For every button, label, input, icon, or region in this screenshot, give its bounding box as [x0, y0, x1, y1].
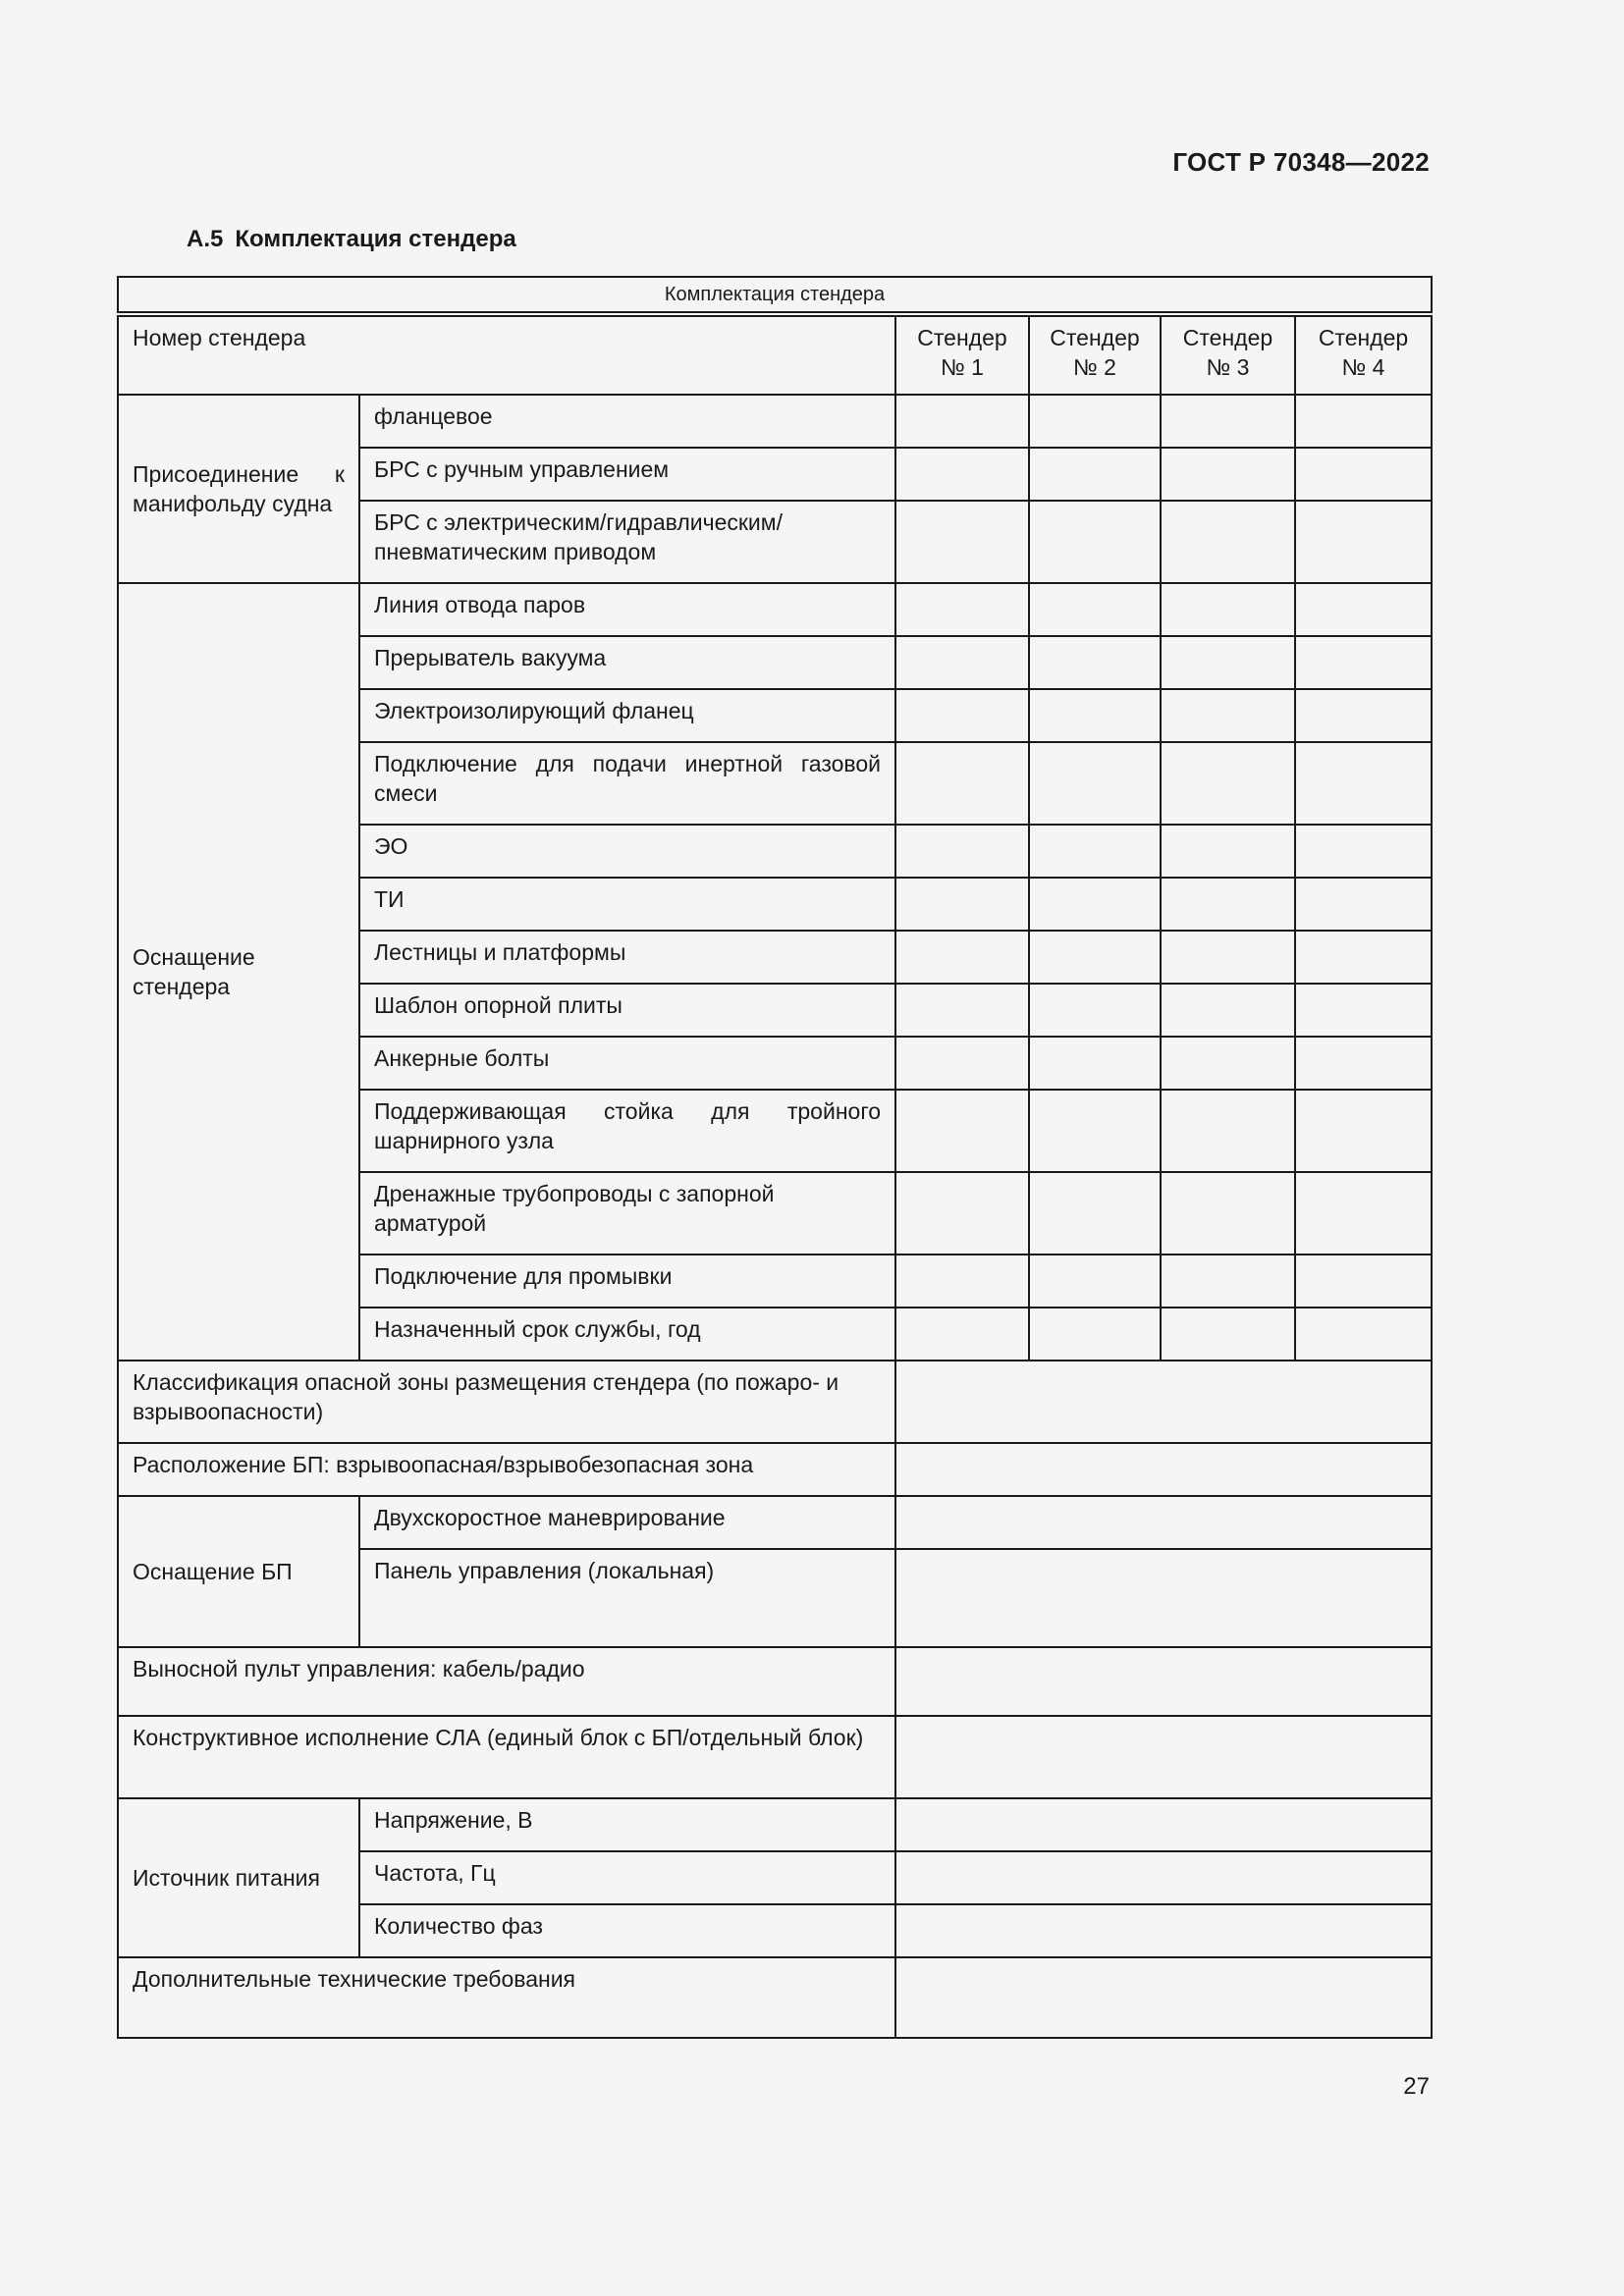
cell-stender-4[interactable]: [1295, 1090, 1432, 1172]
section-number: А.5: [187, 226, 224, 252]
cell-stender-3[interactable]: [1161, 689, 1295, 742]
cell-value[interactable]: [895, 1957, 1432, 2038]
cell-stender-1[interactable]: [895, 395, 1029, 448]
cell-stender-2[interactable]: [1029, 1255, 1161, 1308]
row-label: ЭО: [359, 825, 895, 878]
cell-stender-1[interactable]: [895, 1172, 1029, 1255]
cell-stender-4[interactable]: [1295, 878, 1432, 931]
row-label: Подключение для промывки: [359, 1255, 895, 1308]
row-label: Частота, Гц: [359, 1851, 895, 1904]
section-title: [187, 226, 516, 253]
cell-stender-3[interactable]: [1161, 825, 1295, 878]
row-label: Дренажные трубопроводы с запорной арматурой: [359, 1172, 895, 1255]
cell-stender-2[interactable]: [1029, 984, 1161, 1037]
cell-stender-4[interactable]: [1295, 501, 1432, 583]
table-row: [118, 1716, 1432, 1798]
cell-stender-1[interactable]: [895, 689, 1029, 742]
cell-stender-2[interactable]: [1029, 825, 1161, 878]
cell-value[interactable]: [895, 1904, 1432, 1957]
cell-stender-1[interactable]: [895, 1037, 1029, 1090]
cell-stender-2[interactable]: [1029, 448, 1161, 501]
group-label-equipment: Оснащение стендера: [118, 583, 359, 1361]
row-label: Электроизолирующий фланец: [359, 689, 895, 742]
table-caption-row: [118, 277, 1432, 314]
cell-stender-3[interactable]: [1161, 931, 1295, 984]
cell-stender-1[interactable]: [895, 931, 1029, 984]
cell-stender-1[interactable]: [895, 1090, 1029, 1172]
cell-stender-4[interactable]: [1295, 742, 1432, 825]
cell-stender-3[interactable]: [1161, 1037, 1295, 1090]
cell-stender-4[interactable]: [1295, 1308, 1432, 1361]
cell-stender-4[interactable]: [1295, 395, 1432, 448]
table-row: [118, 1443, 1432, 1496]
cell-stender-4[interactable]: [1295, 931, 1432, 984]
row-label: ТИ: [359, 878, 895, 931]
cell-stender-3[interactable]: [1161, 583, 1295, 636]
group-label-connection: Присоединение к манифольду судна: [118, 395, 359, 583]
page-number: 27: [1403, 2073, 1430, 2100]
cell-stender-4[interactable]: [1295, 448, 1432, 501]
cell-stender-3[interactable]: [1161, 501, 1295, 583]
cell-value[interactable]: [895, 1851, 1432, 1904]
cell-stender-3[interactable]: [1161, 1090, 1295, 1172]
row-label-additional: Дополнительные технические требования: [118, 1957, 895, 2038]
row-label-bp-location: Расположение БП: взрывоопасная/взрывобезопасная зона: [118, 1443, 895, 1496]
cell-stender-1[interactable]: [895, 984, 1029, 1037]
cell-stender-2[interactable]: [1029, 636, 1161, 689]
group-label-bp-equipment: Оснащение БП: [118, 1496, 359, 1647]
cell-value[interactable]: [895, 1798, 1432, 1851]
cell-stender-3[interactable]: [1161, 448, 1295, 501]
row-label: Назначенный срок службы, год: [359, 1308, 895, 1361]
row-label-hazard-zone: Классификация опасной зоны размещения стендера (по пожаро- и взрывоопасности): [118, 1361, 895, 1443]
cell-stender-1[interactable]: [895, 636, 1029, 689]
cell-stender-1[interactable]: [895, 583, 1029, 636]
table-row: [118, 395, 1432, 448]
cell-stender-1[interactable]: [895, 448, 1029, 501]
row-label-sla-design: Конструктивное исполнение СЛА (единый блок с БП/отдельный блок): [118, 1716, 895, 1798]
row-label: БРС с ручным управлением: [359, 448, 895, 501]
table-row: [118, 1361, 1432, 1443]
cell-stender-4[interactable]: [1295, 1255, 1432, 1308]
row-label: Линия отвода паров: [359, 583, 895, 636]
row-label: Подключение для подачи инертной газовой смеси: [359, 742, 895, 825]
cell-stender-1[interactable]: [895, 825, 1029, 878]
row-label: Количество фаз: [359, 1904, 895, 1957]
cell-value[interactable]: [895, 1647, 1432, 1716]
stender-number-label: Номер стендера: [118, 314, 895, 395]
row-label: Шаблон опорной плиты: [359, 984, 895, 1037]
cell-stender-1[interactable]: [895, 501, 1029, 583]
cell-stender-2[interactable]: [1029, 1090, 1161, 1172]
cell-stender-1[interactable]: [895, 1308, 1029, 1361]
cell-value[interactable]: [895, 1549, 1432, 1647]
cell-stender-3[interactable]: [1161, 1308, 1295, 1361]
cell-stender-2[interactable]: [1029, 689, 1161, 742]
row-label: фланцевое: [359, 395, 895, 448]
column-header-stender-4: Стендер № 4: [1295, 314, 1432, 395]
cell-stender-2[interactable]: [1029, 1172, 1161, 1255]
row-label: Двухскоростное маневрирование: [359, 1496, 895, 1549]
cell-value[interactable]: [895, 1443, 1432, 1496]
column-header-stender-3: Стендер № 3: [1161, 314, 1295, 395]
cell-value[interactable]: [895, 1361, 1432, 1443]
cell-stender-2[interactable]: [1029, 878, 1161, 931]
cell-stender-3[interactable]: [1161, 984, 1295, 1037]
row-label: БРС с электрическим/гидравлическим/пневматическим приводом: [359, 501, 895, 583]
row-label: Поддерживающая стойка для тройного шарнирного узла: [359, 1090, 895, 1172]
row-label: Анкерные болты: [359, 1037, 895, 1090]
cell-stender-3[interactable]: [1161, 636, 1295, 689]
cell-stender-2[interactable]: [1029, 395, 1161, 448]
cell-stender-1[interactable]: [895, 1255, 1029, 1308]
cell-value[interactable]: [895, 1716, 1432, 1798]
cell-stender-2[interactable]: [1029, 931, 1161, 984]
group-label-power: Источник питания: [118, 1798, 359, 1957]
cell-stender-4[interactable]: [1295, 1037, 1432, 1090]
table-row: [118, 1496, 1432, 1549]
row-label: Напряжение, В: [359, 1798, 895, 1851]
cell-stender-3[interactable]: [1161, 878, 1295, 931]
document-code: ГОСТ Р 70348—2022: [1172, 147, 1430, 177]
row-label: Панель управления (локальная): [359, 1549, 895, 1647]
cell-stender-4[interactable]: [1295, 984, 1432, 1037]
table-row: [118, 1798, 1432, 1851]
cell-stender-1[interactable]: [895, 878, 1029, 931]
row-label-remote-control: Выносной пульт управления: кабель/радио: [118, 1647, 895, 1716]
table-row: [118, 1647, 1432, 1716]
stender-equipment-table: [117, 276, 1433, 2039]
cell-stender-4[interactable]: [1295, 689, 1432, 742]
column-header-stender-2: Стендер № 2: [1029, 314, 1161, 395]
cell-value[interactable]: [895, 1496, 1432, 1549]
cell-stender-3[interactable]: [1161, 395, 1295, 448]
cell-stender-4[interactable]: [1295, 636, 1432, 689]
column-header-stender-1: Стендер № 1: [895, 314, 1029, 395]
table-caption: Комплектация стендера: [118, 277, 1432, 314]
table-row: [118, 1957, 1432, 2038]
cell-stender-2[interactable]: [1029, 1308, 1161, 1361]
section-title-text: Комплектация стендера: [235, 226, 516, 252]
cell-stender-2[interactable]: [1029, 1037, 1161, 1090]
cell-stender-4[interactable]: [1295, 825, 1432, 878]
row-label: Лестницы и платформы: [359, 931, 895, 984]
table-row: [118, 583, 1432, 636]
cell-stender-3[interactable]: [1161, 1255, 1295, 1308]
cell-stender-4[interactable]: [1295, 583, 1432, 636]
cell-stender-3[interactable]: [1161, 742, 1295, 825]
cell-stender-2[interactable]: [1029, 501, 1161, 583]
table-header-row: [118, 314, 1432, 395]
cell-stender-2[interactable]: [1029, 583, 1161, 636]
row-label: Прерыватель вакуума: [359, 636, 895, 689]
cell-stender-1[interactable]: [895, 742, 1029, 825]
cell-stender-3[interactable]: [1161, 1172, 1295, 1255]
cell-stender-2[interactable]: [1029, 742, 1161, 825]
cell-stender-4[interactable]: [1295, 1172, 1432, 1255]
